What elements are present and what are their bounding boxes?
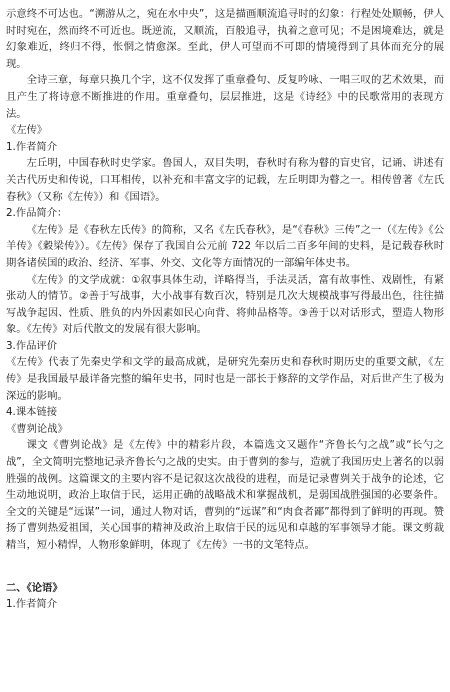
work-intro-paragraph: 《左传》是《春秋左氏传》的简称，又名《左氏春秋》，是“《春秋》三传”之一（《左传》《公羊传》《穀梁传》）。《左传》保存了我国自公元前 722 年以后二百多年间的史料，是记载春秋时期各诸侯国的政治、经济、军事、外交、文化等方面情况的一部编年体史书。 xyxy=(6,223,444,269)
textbook-link-heading: 4.课本链接 xyxy=(6,406,58,419)
section-gap xyxy=(6,554,444,580)
work-intro-heading: 2.作品简介： xyxy=(6,207,68,220)
caogui-paragraph: 课文《曹刿论战》是《左传》中的精彩片段，本篇选文又题作“齐鲁长勺之战”或“长勺之战”，全文简明完整地记录齐鲁长勺之战的史实。由于曹刿的参与，造就了我国历史上著名的以弱胜强的战例。这篇课文的主要内容不是记叙这次战役的进程，而是记录曹刿关于战争的论述，它生动地说明，政治上取信于民，运用正确的战略战术和掌握战机，是弱国战胜强国的必要条件。全文的关键是“远谋”一词，通过人物对话，曹刿的“远谋”和“肉食者鄙”都得到了鲜明的再现。赞扬了曹刿热爱祖国，关心国事的精神及政治上取信于民的远见和卓越的军事领导才能。课文剪裁精当，短小精悍，人物形象鲜明，体现了《左传》一书的文笔特点。 xyxy=(6,439,444,551)
zuozhuan-title: 《左传》 xyxy=(6,124,48,137)
shijing-analysis-paragraph: 示意终不可达也。“溯游从之，宛在水中央”，这是描画顺流追寻时的幻象：行程处处顺畅，伊人时时宛在，然而终不可近也。既逆流，又顺流，百般追寻，执着之意可见；不是困境难达，就是幻象难近，终归不得，怅惘之情愈深。至此，伊人可望而不可即的情境得到了具体而充分的展现。 xyxy=(6,8,444,70)
lunyu-section-title: 二、《论语》 xyxy=(6,581,63,594)
shijing-summary-paragraph: 全诗三章，每章只换几个字，这不仅发挥了重章叠句、反复吟咏、一唱三叹的艺术效果，而且产生了将诗意不断推进的作用。重章叠句，层层推进，这是《诗经》中的民歌常用的表现方法。 xyxy=(6,74,444,120)
lunyu-author-heading: 1.作者简介 xyxy=(6,598,58,611)
evaluation-paragraph: 《左传》代表了先秦史学和文学的最高成就，是研究先秦历史和春秋时期历史的重要文献，《左传》是我国最早最详备完整的编年史书，同时也是一部长于修辞的文学作品，对后世产生了极为深远的影响。 xyxy=(6,356,444,402)
literary-achievement-paragraph: 《左传》的文学成就：①叙事具体生动，详略得当，手法灵活，富有故事性、戏剧性，有紧张动人的情节。②善于写战事，大小战事有数百次，特别是几次大规模战事写得最出色，往往描写战争起因、性质、胜负的内外因素如民心向背、将帅品格等。③善于以对话形式，塑造人物形象。《左传》对后代散文的发展有很大影响。 xyxy=(6,273,444,336)
evaluation-heading: 3.作品评价 xyxy=(6,339,58,352)
author-paragraph: 左丘明，中国春秋时史学家。鲁国人，双目失明，春秋时有称为瞽的盲史官，记诵、讲述有关古代历史和传说，口耳相传，以补充和丰富文字的记载，左丘明即为瞽之一。相传曾著《左氏春秋》（又称《左传》）和《国语》。 xyxy=(6,157,444,203)
caogui-title: 《曹刿论战》 xyxy=(6,422,68,435)
author-heading: 1.作者简介 xyxy=(6,140,58,153)
